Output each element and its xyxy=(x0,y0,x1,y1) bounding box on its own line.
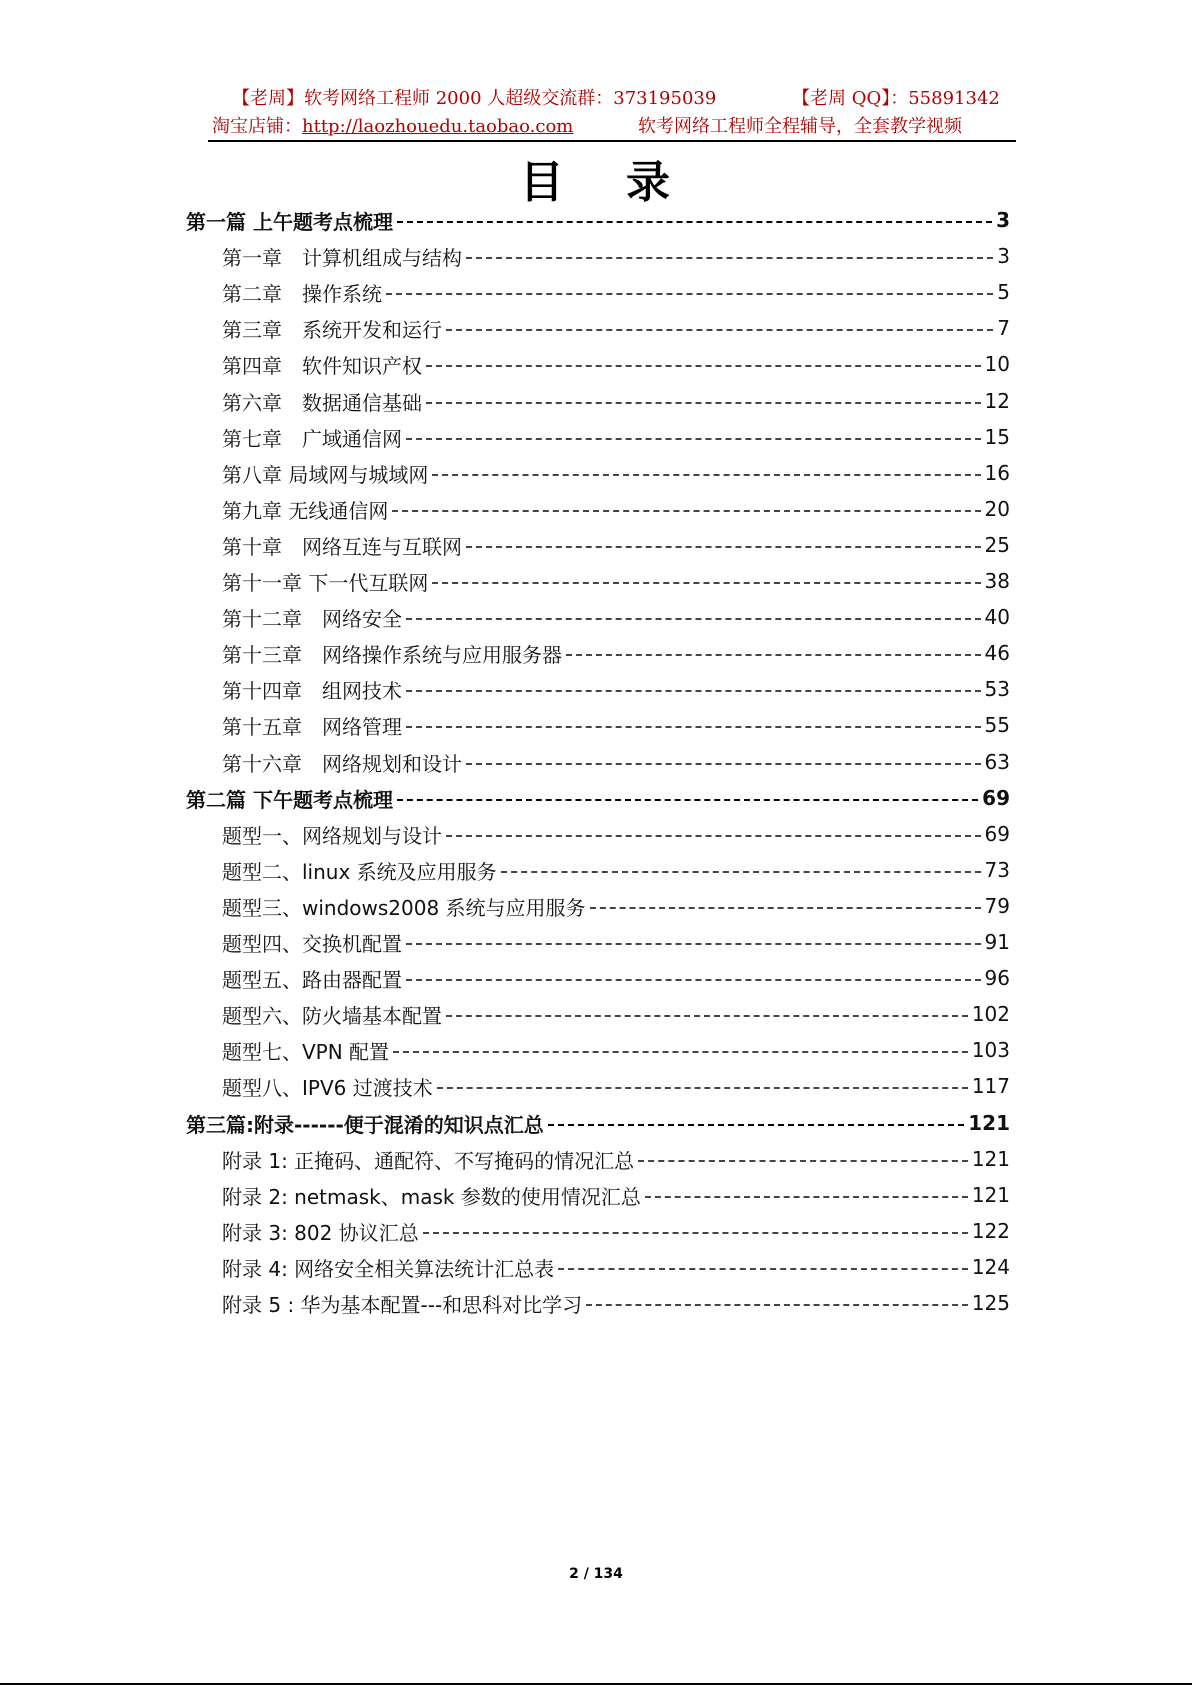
toc-chapter-entry[interactable] xyxy=(222,1032,1010,1068)
toc-dot-leader xyxy=(638,1160,968,1162)
toc-dot-leader xyxy=(392,510,980,512)
toc-entry-page: 91 xyxy=(984,930,1010,954)
toc-entry-page: 46 xyxy=(984,641,1010,665)
toc-entry-label: 题型四、交换机配置 xyxy=(222,931,402,956)
toc-entry-page: 121 xyxy=(971,1183,1010,1207)
shop-label: 淘宝店铺： xyxy=(212,116,302,137)
toc-chapter-entry[interactable] xyxy=(222,996,1010,1032)
toc-dot-leader xyxy=(406,438,981,440)
toc-chapter-entry[interactable] xyxy=(222,527,1010,563)
toc-dot-leader xyxy=(437,1087,968,1089)
toc-dot-leader xyxy=(426,402,981,404)
toc-dot-leader xyxy=(426,365,981,367)
header-tagline: 软考网络工程师全程辅导，全套教学视频 xyxy=(638,116,962,137)
toc-chapter-entry[interactable] xyxy=(222,455,1010,491)
toc-dot-leader xyxy=(446,329,993,331)
toc-chapter-entry[interactable] xyxy=(222,1177,1010,1213)
toc-dot-leader xyxy=(466,763,981,765)
toc-dot-leader xyxy=(466,546,981,548)
toc-entry-page: 7 xyxy=(997,316,1010,340)
header-divider xyxy=(208,140,1016,142)
toc-entry-label: 第十四章 组网技术 xyxy=(222,678,402,703)
toc-chapter-entry[interactable] xyxy=(222,852,1010,888)
toc-entry-label: 第二篇 下午题考点梳理 xyxy=(186,787,393,812)
toc-chapter-entry[interactable] xyxy=(222,671,1010,707)
toc-entry-label: 附录 4: 网络安全相关算法统计汇总表 xyxy=(222,1256,555,1281)
toc-dot-leader xyxy=(548,1124,964,1126)
toc-entry-label: 第七章 广域通信网 xyxy=(222,426,402,451)
toc-dot-leader xyxy=(446,1015,968,1017)
toc-dot-leader xyxy=(397,221,992,223)
toc-chapter-entry[interactable] xyxy=(222,635,1010,671)
page-header xyxy=(208,84,1016,138)
header-group-info: 【老周】软考网络工程师 2000 人超级交流群：373195039 xyxy=(232,88,717,109)
header-qq-info: 【老周 QQ】：55891342 xyxy=(792,88,1000,109)
toc-dot-leader xyxy=(393,1051,968,1053)
toc-entry-label: 附录 5 : 华为基本配置---和思科对比学习 xyxy=(222,1292,583,1317)
toc-chapter-entry[interactable] xyxy=(222,1068,1010,1104)
toc-chapter-entry[interactable] xyxy=(222,419,1010,455)
toc-entry-label: 第六章 数据通信基础 xyxy=(222,390,422,415)
toc-entry-page: 5 xyxy=(997,280,1010,304)
toc-chapter-entry[interactable] xyxy=(222,1249,1010,1285)
toc-entry-page: 53 xyxy=(984,677,1010,701)
toc-dot-leader xyxy=(386,293,993,295)
toc-dot-leader xyxy=(406,979,981,981)
toc-entry-label: 第十二章 网络安全 xyxy=(222,606,402,631)
toc-entry-page: 69 xyxy=(984,822,1010,846)
toc-entry-page: 73 xyxy=(984,858,1010,882)
shop-link[interactable]: http://laozhouedu.taobao.com xyxy=(302,116,574,137)
header-shop xyxy=(212,112,573,138)
toc-entry-page: 79 xyxy=(984,894,1010,918)
toc-chapter-entry[interactable] xyxy=(222,1213,1010,1249)
toc-chapter-entry[interactable] xyxy=(222,816,1010,852)
toc-entry-label: 附录 2: netmask、mask 参数的使用情况汇总 xyxy=(222,1184,641,1209)
toc-chapter-entry[interactable] xyxy=(222,707,1010,743)
toc-chapter-entry[interactable] xyxy=(222,238,1010,274)
toc-chapter-entry[interactable] xyxy=(222,563,1010,599)
toc-entry-page: 69 xyxy=(982,786,1010,810)
toc-entry-label: 第三章 系统开发和运行 xyxy=(222,317,442,342)
toc-part-entry[interactable] xyxy=(186,780,1010,816)
toc-entry-page: 16 xyxy=(984,461,1010,485)
toc-entry-page: 10 xyxy=(984,352,1010,376)
toc-entry-page: 20 xyxy=(984,497,1010,521)
toc-dot-leader xyxy=(590,907,981,909)
toc-entry-page: 103 xyxy=(971,1038,1010,1062)
toc-entry-page: 102 xyxy=(971,1002,1010,1026)
toc-entry-label: 第四章 软件知识产权 xyxy=(222,353,422,378)
toc-chapter-entry[interactable] xyxy=(222,960,1010,996)
toc-entry-label: 第三篇:附录------便于混淆的知识点汇总 xyxy=(186,1112,544,1137)
toc-entry-label: 题型八、IPV6 过渡技术 xyxy=(222,1075,433,1100)
toc-entry-page: 40 xyxy=(984,605,1010,629)
toc-entry-label: 题型六、防火墙基本配置 xyxy=(222,1003,442,1028)
toc-chapter-entry[interactable] xyxy=(222,599,1010,635)
toc-entry-page: 96 xyxy=(984,966,1010,990)
toc-entry-label: 附录 1: 正掩码、通配符、不写掩码的情况汇总 xyxy=(222,1148,635,1173)
toc-entry-page: 63 xyxy=(984,750,1010,774)
toc-entry-page: 124 xyxy=(971,1255,1010,1279)
toc-entry-label: 第十六章 网络规划和设计 xyxy=(222,751,462,776)
toc-entry-page: 121 xyxy=(968,1111,1010,1135)
toc-entry-label: 第十一章 下一代互联网 xyxy=(222,570,429,595)
toc-dot-leader xyxy=(397,799,978,801)
toc-entry-label: 题型三、windows2008 系统与应用服务 xyxy=(222,895,586,920)
toc-entry-page: 25 xyxy=(984,533,1010,557)
toc-entry-page: 12 xyxy=(984,389,1010,413)
toc-dot-leader xyxy=(558,1268,968,1270)
toc-chapter-entry[interactable] xyxy=(222,346,1010,382)
toc-chapter-entry[interactable] xyxy=(222,383,1010,419)
toc-dot-leader xyxy=(406,726,981,728)
toc-entry-label: 题型五、路由器配置 xyxy=(222,967,402,992)
toc-entry-label: 题型一、网络规划与设计 xyxy=(222,823,442,848)
toc-dot-leader xyxy=(645,1196,968,1198)
page-title xyxy=(0,146,1192,210)
toc-entry-label: 附录 3: 802 协议汇总 xyxy=(222,1220,419,1245)
title-char-2: 录 xyxy=(626,157,673,208)
toc-entry-label: 第一篇 上午题考点梳理 xyxy=(186,209,393,234)
toc-entry-page: 125 xyxy=(971,1291,1010,1315)
toc-entry-label: 第一章 计算机组成与结构 xyxy=(222,245,462,270)
toc-entry-label: 第十三章 网络操作系统与应用服务器 xyxy=(222,642,562,667)
toc-dot-leader xyxy=(406,690,981,692)
toc-dot-leader xyxy=(406,618,981,620)
toc-chapter-entry[interactable] xyxy=(222,491,1010,527)
toc-entry-label: 第十五章 网络管理 xyxy=(222,714,402,739)
toc-entry-page: 122 xyxy=(971,1219,1010,1243)
toc-entry-page: 121 xyxy=(971,1147,1010,1171)
toc-chapter-entry[interactable] xyxy=(222,888,1010,924)
toc-entry-label: 第八章 局域网与城域网 xyxy=(222,462,429,487)
toc-part-entry[interactable] xyxy=(186,1105,1010,1141)
toc-entry-page: 3 xyxy=(996,208,1010,232)
title-char-1: 目 xyxy=(519,157,566,208)
toc-dot-leader xyxy=(586,1304,968,1306)
toc-chapter-entry[interactable] xyxy=(222,310,1010,346)
toc-dot-leader xyxy=(446,835,981,837)
toc-entry-page: 3 xyxy=(997,244,1010,268)
toc-dot-leader xyxy=(501,871,981,873)
toc-chapter-entry[interactable] xyxy=(222,274,1010,310)
toc-chapter-entry[interactable] xyxy=(222,744,1010,780)
toc-part-entry[interactable] xyxy=(186,202,1010,238)
toc-entry-label: 题型七、VPN 配置 xyxy=(222,1039,390,1064)
toc-dot-leader xyxy=(423,1232,968,1234)
header-line-1 xyxy=(208,84,1016,110)
toc-dot-leader xyxy=(432,474,980,476)
toc-entry-page: 38 xyxy=(984,569,1010,593)
page-number: 2 / 134 xyxy=(569,1566,623,1582)
toc-chapter-entry[interactable] xyxy=(222,1141,1010,1177)
toc-entry-label: 第九章 无线通信网 xyxy=(222,498,389,523)
toc-dot-leader xyxy=(566,654,981,656)
toc-dot-leader xyxy=(466,257,993,259)
toc-entry-label: 题型二、linux 系统及应用服务 xyxy=(222,859,497,884)
toc-entry-label: 第十章 网络互连与互联网 xyxy=(222,534,462,559)
toc-entry-page: 117 xyxy=(971,1074,1010,1098)
toc-entry-page: 15 xyxy=(984,425,1010,449)
toc-chapter-entry[interactable] xyxy=(222,924,1010,960)
toc-dot-leader xyxy=(406,943,981,945)
header-line-2 xyxy=(208,110,1016,138)
toc-dot-leader xyxy=(432,582,980,584)
toc-chapter-entry[interactable] xyxy=(222,1285,1010,1321)
toc-entry-page: 55 xyxy=(984,713,1010,737)
toc-entry-label: 第二章 操作系统 xyxy=(222,281,382,306)
